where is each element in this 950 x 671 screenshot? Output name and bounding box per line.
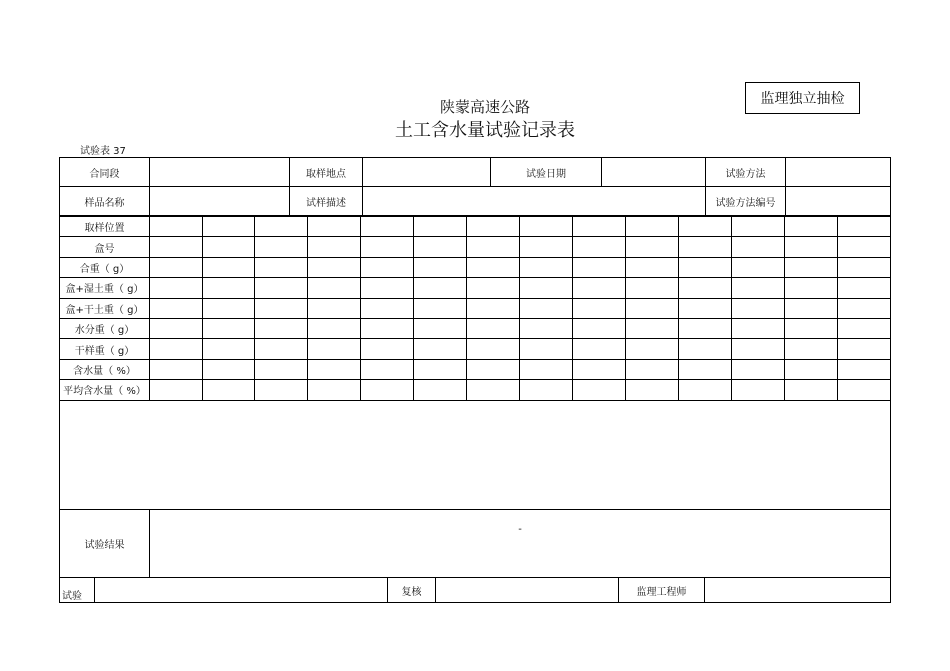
grid-cell[interactable] [150, 278, 203, 298]
grid-cell[interactable] [626, 380, 679, 400]
grid-cell[interactable] [732, 278, 785, 298]
grid-cell[interactable] [573, 298, 626, 318]
grid-cell[interactable] [520, 217, 573, 237]
grid-cell[interactable] [732, 298, 785, 318]
grid-cell[interactable] [626, 359, 679, 379]
grid-row [60, 257, 891, 277]
grid-cell[interactable] [361, 380, 414, 400]
grid-row-label: 干样重（ g） [60, 339, 150, 359]
grid-cell[interactable] [203, 217, 255, 237]
grid-cell[interactable] [732, 237, 785, 257]
grid-cell[interactable] [838, 318, 891, 338]
grid-cell[interactable] [626, 278, 679, 298]
grid-cell[interactable] [732, 339, 785, 359]
grid-cell[interactable] [150, 380, 203, 400]
grid-cell[interactable] [679, 380, 732, 400]
grid-cell[interactable] [679, 339, 732, 359]
grid-row [60, 217, 891, 237]
grid-cell[interactable] [785, 318, 838, 338]
grid-cell[interactable] [361, 217, 414, 237]
sample-name-label: 样品名称 [60, 187, 150, 216]
grid-cell[interactable] [520, 359, 573, 379]
grid-cell[interactable] [308, 339, 361, 359]
grid-cell[interactable] [520, 339, 573, 359]
grid-cell[interactable] [414, 359, 467, 379]
grid-cell[interactable] [785, 237, 838, 257]
grid-cell[interactable] [150, 217, 203, 237]
contract-section-value[interactable] [150, 158, 290, 187]
grid-row [60, 318, 891, 338]
grid-cell[interactable] [361, 359, 414, 379]
grid-cell[interactable] [785, 257, 838, 277]
grid-cell[interactable] [255, 339, 308, 359]
grid-cell[interactable] [573, 278, 626, 298]
grid-cell[interactable] [414, 257, 467, 277]
sampling-location-label: 取样地点 [290, 158, 363, 187]
grid-cell[interactable] [732, 380, 785, 400]
grid-row-label: 盒+湿土重（ g） [60, 278, 150, 298]
grid-cell[interactable] [203, 278, 255, 298]
supervision-stamp: 监理独立抽检 [745, 82, 860, 114]
grid-cell[interactable] [785, 359, 838, 379]
grid-cell[interactable] [679, 217, 732, 237]
grid-cell[interactable] [732, 359, 785, 379]
grid-cell[interactable] [203, 380, 255, 400]
grid-row [60, 298, 891, 318]
grid-cell[interactable] [361, 278, 414, 298]
sampling-location-value[interactable] [363, 158, 491, 187]
tester-label: 试验 [60, 578, 95, 603]
sample-description-value[interactable] [363, 187, 706, 216]
header-row-1 [60, 158, 891, 187]
sample-description-label: 试样描述 [290, 187, 363, 216]
measurement-grid [59, 216, 891, 401]
grid-cell[interactable] [520, 237, 573, 257]
grid-cell[interactable] [414, 298, 467, 318]
supervisor-signature[interactable] [705, 578, 891, 603]
grid-cell[interactable] [626, 298, 679, 318]
grid-cell[interactable] [414, 237, 467, 257]
grid-cell[interactable] [255, 257, 308, 277]
result-value: - [518, 524, 522, 535]
grid-row-label: 水分重（ g） [60, 318, 150, 338]
grid-cell[interactable] [203, 359, 255, 379]
grid-cell[interactable] [203, 237, 255, 257]
grid-cell[interactable] [308, 217, 361, 237]
grid-cell[interactable] [679, 359, 732, 379]
grid-cell[interactable] [414, 318, 467, 338]
grid-cell[interactable] [308, 278, 361, 298]
notes-row [60, 401, 891, 510]
grid-cell[interactable] [785, 217, 838, 237]
grid-cell[interactable] [361, 237, 414, 257]
method-code-value[interactable] [786, 187, 891, 216]
grid-cell[interactable] [467, 298, 520, 318]
grid-cell[interactable] [520, 257, 573, 277]
grid-cell[interactable] [150, 237, 203, 257]
grid-cell[interactable] [573, 237, 626, 257]
grid-row-label: 盒号 [60, 237, 150, 257]
test-date-value[interactable] [602, 158, 706, 187]
grid-cell[interactable] [308, 237, 361, 257]
grid-cell[interactable] [573, 217, 626, 237]
grid-cell[interactable] [150, 318, 203, 338]
sample-name-value[interactable] [150, 187, 290, 216]
result-value-cell[interactable] [150, 510, 891, 578]
grid-cell[interactable] [150, 359, 203, 379]
form-number: 试验表 37 [80, 146, 126, 157]
grid-cell[interactable] [573, 339, 626, 359]
grid-cell[interactable] [679, 257, 732, 277]
grid-cell[interactable] [361, 298, 414, 318]
grid-cell[interactable] [626, 339, 679, 359]
grid-row [60, 380, 891, 400]
notes-table [59, 400, 891, 578]
grid-cell[interactable] [520, 380, 573, 400]
grid-cell[interactable] [467, 359, 520, 379]
grid-row [60, 278, 891, 298]
header-row-2 [60, 187, 891, 216]
grid-row-label: 平均含水量（ %） [60, 380, 150, 400]
grid-cell[interactable] [520, 318, 573, 338]
grid-cell[interactable] [308, 359, 361, 379]
grid-cell[interactable] [308, 257, 361, 277]
grid-cell[interactable] [785, 339, 838, 359]
grid-cell[interactable] [626, 318, 679, 338]
grid-cell[interactable] [203, 257, 255, 277]
grid-cell[interactable] [255, 380, 308, 400]
test-method-label: 试验方法 [706, 158, 786, 187]
grid-cell[interactable] [467, 318, 520, 338]
grid-cell[interactable] [838, 359, 891, 379]
grid-cell[interactable] [361, 318, 414, 338]
grid-row [60, 339, 891, 359]
grid-cell[interactable] [838, 380, 891, 400]
grid-cell[interactable] [838, 257, 891, 277]
grid-cell[interactable] [361, 339, 414, 359]
grid-cell[interactable] [785, 380, 838, 400]
grid-cell[interactable] [679, 318, 732, 338]
reviewer-label: 复核 [388, 578, 436, 603]
grid-cell[interactable] [255, 278, 308, 298]
form-title: 土工含水量试验记录表 [395, 120, 575, 141]
grid-cell[interactable] [203, 339, 255, 359]
grid-cell[interactable] [414, 217, 467, 237]
grid-cell[interactable] [255, 237, 308, 257]
grid-cell[interactable] [838, 339, 891, 359]
grid-cell[interactable] [255, 298, 308, 318]
grid-cell[interactable] [732, 257, 785, 277]
reviewer-signature[interactable] [436, 578, 619, 603]
grid-row [60, 359, 891, 379]
grid-cell[interactable] [732, 217, 785, 237]
grid-cell[interactable] [573, 257, 626, 277]
grid-row-label: 取样位置 [60, 217, 150, 237]
grid-cell[interactable] [308, 318, 361, 338]
test-date-label: 试验日期 [491, 158, 602, 187]
method-code-label: 试验方法编号 [706, 187, 786, 216]
grid-cell[interactable] [414, 278, 467, 298]
grid-cell[interactable] [679, 278, 732, 298]
grid-cell[interactable] [838, 278, 891, 298]
grid-cell[interactable] [150, 298, 203, 318]
grid-cell[interactable] [679, 237, 732, 257]
grid-cell[interactable] [732, 318, 785, 338]
grid-cell[interactable] [203, 298, 255, 318]
grid-cell[interactable] [150, 339, 203, 359]
grid-cell[interactable] [838, 237, 891, 257]
grid-cell[interactable] [150, 257, 203, 277]
grid-cell[interactable] [785, 278, 838, 298]
grid-row-label: 含水量（ %） [60, 359, 150, 379]
notes-area[interactable] [60, 401, 891, 510]
grid-cell[interactable] [785, 298, 838, 318]
grid-row-label: 盒+干土重（ g） [60, 298, 150, 318]
result-label: 试验结果 [60, 510, 150, 578]
tester-signature[interactable] [95, 578, 388, 603]
grid-cell[interactable] [626, 237, 679, 257]
grid-cell[interactable] [520, 278, 573, 298]
grid-cell[interactable] [467, 278, 520, 298]
grid-cell[interactable] [467, 339, 520, 359]
grid-cell[interactable] [573, 318, 626, 338]
grid-row [60, 237, 891, 257]
grid-cell[interactable] [467, 237, 520, 257]
grid-cell[interactable] [573, 359, 626, 379]
grid-cell[interactable] [467, 257, 520, 277]
grid-cell[interactable] [520, 298, 573, 318]
grid-cell[interactable] [308, 380, 361, 400]
grid-row-label: 合重（ g） [60, 257, 150, 277]
grid-cell[interactable] [626, 217, 679, 237]
grid-cell[interactable] [467, 380, 520, 400]
supervisor-label: 监理工程师 [619, 578, 705, 603]
grid-cell[interactable] [467, 217, 520, 237]
signature-row [60, 578, 891, 603]
grid-cell[interactable] [414, 339, 467, 359]
grid-cell[interactable] [203, 318, 255, 338]
grid-cell[interactable] [255, 359, 308, 379]
grid-cell[interactable] [679, 298, 732, 318]
grid-cell[interactable] [573, 380, 626, 400]
grid-cell[interactable] [255, 217, 308, 237]
grid-cell[interactable] [626, 257, 679, 277]
grid-cell[interactable] [361, 257, 414, 277]
contract-section-label: 合同段 [60, 158, 150, 187]
grid-cell[interactable] [838, 217, 891, 237]
grid-cell[interactable] [838, 298, 891, 318]
project-title: 陕蒙高速公路 [439, 98, 530, 116]
grid-cell[interactable] [414, 380, 467, 400]
grid-cell[interactable] [308, 298, 361, 318]
grid-cell[interactable] [255, 318, 308, 338]
header-table [59, 157, 891, 216]
signature-table [59, 577, 891, 603]
test-method-value[interactable] [786, 158, 891, 187]
result-row [60, 510, 891, 578]
